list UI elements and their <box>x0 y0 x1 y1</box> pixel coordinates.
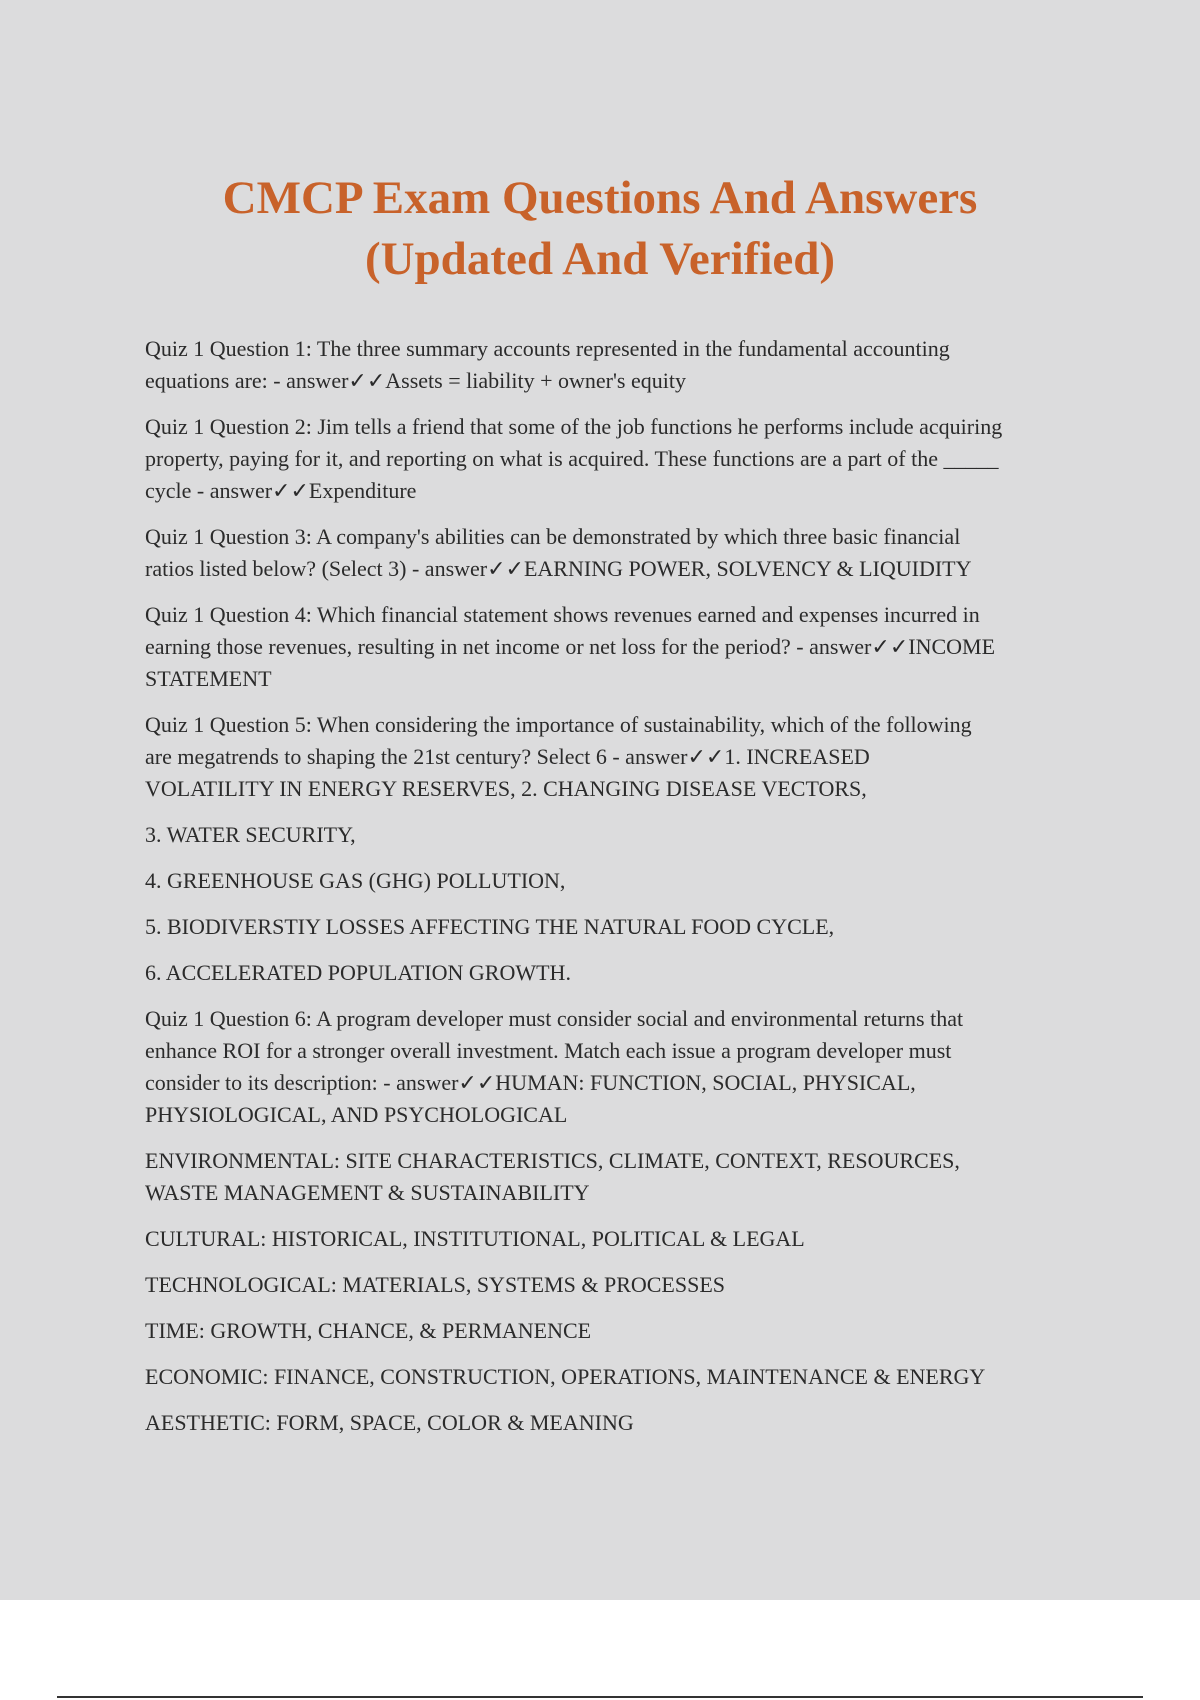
text-line: property, paying for it, and reporting on what is acquired. These functions are a part of the _____ <box>145 446 999 471</box>
paragraph <box>145 333 1095 397</box>
paragraph <box>145 521 1095 585</box>
text-line: TIME: GROWTH, CHANCE, & PERMANENCE <box>145 1318 592 1343</box>
text-line: WASTE MANAGEMENT & SUSTAINABILITY <box>145 1180 590 1205</box>
text-line: STATEMENT <box>145 666 272 691</box>
paragraph <box>145 1003 1095 1131</box>
paragraph <box>145 1361 1095 1393</box>
text-line: PHYSIOLOGICAL, AND PSYCHOLOGICAL <box>145 1102 568 1127</box>
paragraph <box>145 411 1095 507</box>
paragraph <box>145 957 1095 989</box>
text-line: CULTURAL: HISTORICAL, INSTITUTIONAL, POLITICAL & LEGAL <box>145 1226 805 1251</box>
text-line: VOLATILITY IN ENERGY RESERVES, 2. CHANGING DISEASE VECTORS, <box>145 776 867 801</box>
paragraph <box>145 1223 1095 1255</box>
text-line: earning those revenues, resulting in net income or net loss for the period? - answer✓✓INCOME <box>145 634 996 659</box>
paragraph <box>145 1145 1095 1209</box>
text-line: enhance ROI for a stronger overall investment. Match each issue a program developer must <box>145 1038 952 1063</box>
text-line: ECONOMIC: FINANCE, CONSTRUCTION, OPERATIONS, MAINTENANCE & ENERGY <box>145 1364 986 1389</box>
paragraph <box>145 1315 1095 1347</box>
text-line: 3. WATER SECURITY, <box>145 822 356 847</box>
title-line-1: CMCP Exam Questions And Answers <box>222 172 978 224</box>
paragraph <box>145 911 1095 943</box>
paragraph <box>145 1407 1095 1439</box>
text-line: equations are: - answer✓✓Assets = liability + owner's equity <box>145 368 686 393</box>
paragraph <box>145 599 1095 695</box>
text-line: Quiz 1 Question 5: When considering the importance of sustainability, which of the following <box>145 712 972 737</box>
document-body <box>145 333 1095 1453</box>
paragraph <box>145 819 1095 851</box>
page-divider <box>57 1696 1143 1698</box>
paragraph <box>145 1269 1095 1301</box>
text-line: 4. GREENHOUSE GAS (GHG) POLLUTION, <box>145 868 566 893</box>
text-line: 5. BIODIVERSTIY LOSSES AFFECTING THE NATURAL FOOD CYCLE, <box>145 914 835 939</box>
text-line: 6. ACCELERATED POPULATION GROWTH. <box>145 960 571 985</box>
text-line: TECHNOLOGICAL: MATERIALS, SYSTEMS & PROCESSES <box>145 1272 726 1297</box>
document-title <box>0 168 1200 290</box>
text-line: Quiz 1 Question 4: Which financial statement shows revenues earned and expenses incurred in <box>145 602 980 627</box>
text-line: ratios listed below? (Select 3) - answer✓✓EARNING POWER, SOLVENCY & LIQUIDITY <box>145 556 972 581</box>
text-line: cycle - answer✓✓Expenditure <box>145 478 417 503</box>
text-line: Quiz 1 Question 2: Jim tells a friend that some of the job functions he performs include acquiring <box>145 414 1003 439</box>
text-line: Quiz 1 Question 6: A program developer must consider social and environmental returns that <box>145 1006 964 1031</box>
text-line: AESTHETIC: FORM, SPACE, COLOR & MEANING <box>145 1410 634 1435</box>
text-line: Quiz 1 Question 3: A company's abilities can be demonstrated by which three basic financial <box>145 524 961 549</box>
text-line: consider to its description: - answer✓✓HUMAN: FUNCTION, SOCIAL, PHYSICAL, <box>145 1070 916 1095</box>
text-line: ENVIRONMENTAL: SITE CHARACTERISTICS, CLIMATE, CONTEXT, RESOURCES, <box>145 1148 960 1173</box>
paragraph <box>145 709 1095 805</box>
text-line: Quiz 1 Question 1: The three summary accounts represented in the fundamental accounting <box>145 336 950 361</box>
paragraph <box>145 865 1095 897</box>
text-line: are megatrends to shaping the 21st century? Select 6 - answer✓✓1. INCREASED <box>145 744 870 769</box>
title-line-2: (Updated And Verified) <box>364 233 836 285</box>
